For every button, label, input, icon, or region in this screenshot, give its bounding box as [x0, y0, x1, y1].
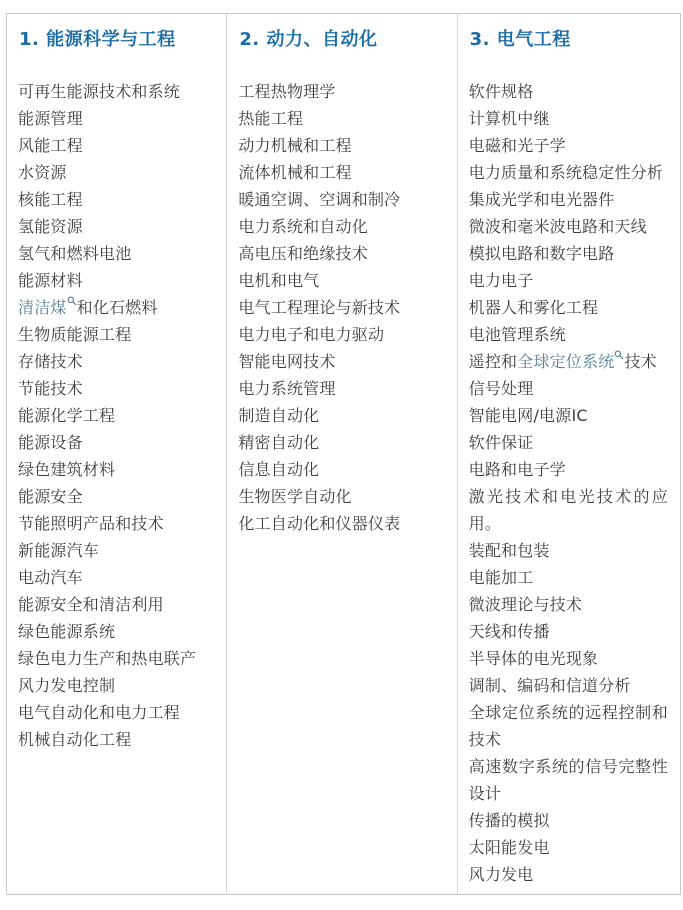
- topic-item: 能源管理: [18, 109, 83, 128]
- topic-item: 制造自动化: [238, 406, 320, 425]
- topic-item: 电力系统和自动化: [238, 217, 368, 236]
- topic-item: 模拟电路和数字电路: [468, 244, 615, 263]
- topic-item: 电机和电气: [238, 271, 320, 290]
- topic-text: 遥控和: [468, 352, 518, 371]
- column-header: 3. 电气工程: [469, 29, 571, 50]
- topic-item: 氢能资源: [18, 217, 83, 236]
- topic-item: 高电压和绝缘技术: [238, 244, 368, 263]
- topic-item: 软件保证: [468, 433, 534, 452]
- term-link[interactable]: 全球定位系统: [517, 352, 615, 371]
- topic-text: 和化石燃料: [76, 298, 158, 317]
- topic-item: 存储技术: [18, 352, 83, 371]
- topic-item: 绿色能源系统: [18, 622, 116, 641]
- search-icon: [67, 296, 77, 306]
- topic-item: 热能工程: [238, 109, 304, 128]
- topics-table: [6, 13, 681, 895]
- topic-item: 信息自动化: [238, 460, 320, 479]
- topic-item: 半导体的电光现象: [468, 649, 599, 668]
- topic-item: 电气工程理论与新技术: [238, 298, 401, 317]
- topic-item: 装配和包装: [468, 541, 550, 560]
- topic-item: 电力电子和电力驱动: [238, 325, 385, 344]
- topic-item: 节能照明产品和技术: [18, 514, 164, 533]
- topic-item: 精密自动化: [238, 433, 320, 452]
- topic-item: 生物医学自动化: [238, 487, 352, 506]
- topic-item: 新能源汽车: [18, 541, 100, 560]
- topic-item: 全球定位系统的远程控制和技术: [468, 703, 668, 749]
- topic-item: 电磁和光子学: [468, 136, 566, 155]
- topic-item: 电动汽车: [18, 568, 83, 587]
- topic-item: 智能电网/电源IC: [468, 406, 588, 425]
- topic-item: 能源安全: [18, 487, 83, 506]
- topic-item: 机器人和雾化工程: [468, 298, 599, 317]
- topic-item: 风能工程: [18, 136, 83, 155]
- table-column-1: [7, 14, 226, 894]
- column-header: 1. 能源科学与工程: [19, 29, 176, 50]
- column-header: 2. 动力、自动化: [239, 29, 378, 50]
- topic-item: 暖通空调、空调和制冷: [238, 190, 401, 209]
- topic-item: 电路和电子学: [468, 460, 566, 479]
- topic-item: 能源安全和清洁利用: [18, 595, 164, 614]
- topic-item: 化工自动化和仪器仪表: [238, 514, 401, 533]
- topic-item: [18, 294, 214, 321]
- topic-item: 电池管理系统: [468, 325, 566, 344]
- topic-item: 信号处理: [468, 379, 534, 398]
- topic-item: 风力发电控制: [18, 676, 116, 695]
- topic-list: [238, 78, 444, 537]
- topic-item: 传播的模拟: [468, 811, 550, 830]
- topic-item: 太阳能发电: [468, 838, 550, 857]
- term-link[interactable]: 清洁煤: [18, 298, 67, 317]
- topic-item: 水资源: [18, 163, 67, 182]
- topic-item: 绿色建筑材料: [18, 460, 116, 479]
- topic-item: 风力发电: [468, 865, 534, 884]
- topic-item: 电力系统管理: [238, 379, 336, 398]
- topic-item: 调制、编码和信道分析: [468, 676, 631, 695]
- topic-item: 可再生能源技术和系统: [18, 82, 181, 101]
- topic-list: [469, 78, 668, 888]
- topic-item: 电力质量和系统稳定性分析: [468, 163, 664, 182]
- topic-item: 氢气和燃料电池: [18, 244, 132, 263]
- topic-item: 电力电子: [468, 271, 534, 290]
- topic-item: 智能电网技术: [238, 352, 336, 371]
- topic-item: 电能加工: [468, 568, 534, 587]
- topic-item: 节能技术: [18, 379, 83, 398]
- topic-item: 电气自动化和电力工程: [18, 703, 181, 722]
- table-column-3: [457, 14, 680, 894]
- table-column-2: [226, 14, 456, 894]
- topic-item: 天线和传播: [468, 622, 550, 641]
- topic-item: 能源设备: [18, 433, 83, 452]
- topic-item: 能源材料: [18, 271, 83, 290]
- topic-text: 技术: [624, 352, 657, 371]
- topic-item: 机械自动化工程: [18, 730, 132, 749]
- topic-item: 计算机中继: [468, 109, 550, 128]
- search-icon: [614, 350, 624, 360]
- topic-item: 动力机械和工程: [238, 136, 352, 155]
- topic-item: 核能工程: [18, 190, 83, 209]
- topic-item: 集成光学和电光器件: [468, 190, 615, 209]
- topic-item: 激光技术和电光技术的应用。: [468, 487, 668, 533]
- topic-item: 工程热物理学: [238, 82, 336, 101]
- topic-item: 微波理论与技术: [468, 595, 583, 614]
- topic-item: [469, 348, 668, 375]
- topic-item: 绿色电力生产和热电联产: [18, 649, 197, 668]
- topic-list: [18, 78, 214, 753]
- topic-item: 能源化学工程: [18, 406, 116, 425]
- topic-item: 生物质能源工程: [18, 325, 132, 344]
- topic-item: 微波和毫米波电路和天线: [468, 217, 647, 236]
- topic-item: 高速数字系统的信号完整性设计: [468, 757, 668, 803]
- topic-item: 流体机械和工程: [238, 163, 352, 182]
- topic-item: 软件规格: [468, 82, 534, 101]
